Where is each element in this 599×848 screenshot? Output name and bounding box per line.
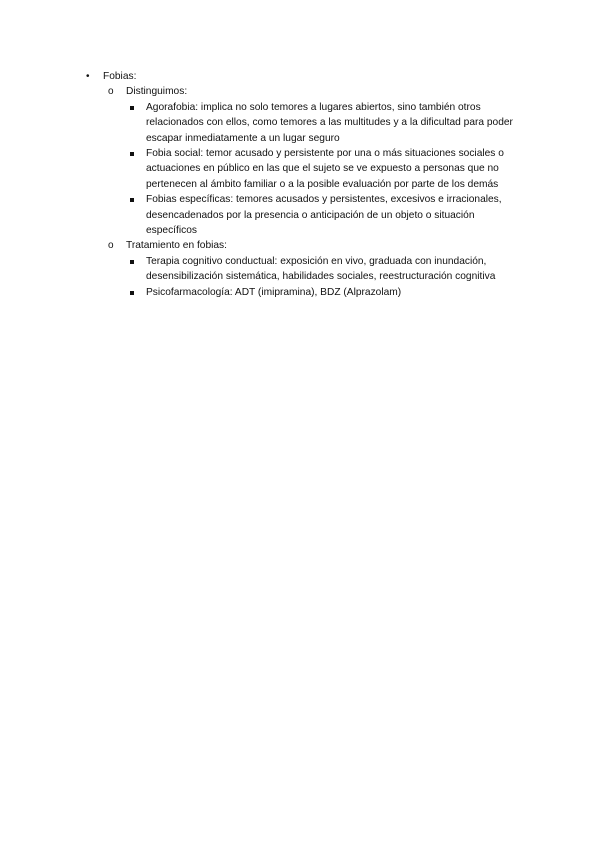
list-item-text: Fobias específicas: temores acusados y persistentes, excesivos e irracionales, desencadenados por la presencia o anticipación de un objeto o situación específicos bbox=[146, 194, 502, 237]
list-item-label: Distinguimos: bbox=[126, 86, 188, 98]
list-item-fobia-social bbox=[86, 146, 526, 192]
square-bullet-icon bbox=[130, 152, 134, 156]
circle-bullet-icon: o bbox=[108, 240, 114, 252]
list-item-terapia bbox=[86, 254, 526, 285]
list-item-agorafobia bbox=[86, 100, 526, 146]
list-item-distinguimos bbox=[86, 84, 526, 99]
list-item-text: Terapia cognitivo conductual: exposición en vivo, graduada con inundación, desensibilización sistemática, habilidades sociales, reestructuración cognitiva bbox=[146, 255, 496, 283]
square-bullet-icon bbox=[130, 260, 134, 264]
circle-bullet-icon: o bbox=[108, 86, 114, 98]
bullet-icon: • bbox=[86, 71, 90, 82]
square-bullet-icon bbox=[130, 291, 134, 295]
list-item-text: Fobia social: temor acusado y persistente por una o más situaciones sociales o actuaciones en público en las que el sujeto se ve expuesto a personas que no pertenecen al ámbito familiar o a la posible evaluación por parte de los demás bbox=[146, 148, 504, 190]
list-item-fobias-especificas bbox=[86, 192, 526, 238]
sublist-fobias bbox=[86, 84, 526, 300]
list-item-tratamiento bbox=[86, 238, 526, 253]
list-item-text: Psicofarmacología: ADT (imipramina), BDZ (Alprazolam) bbox=[146, 286, 402, 298]
list-item-label: Fobias: bbox=[103, 71, 137, 82]
list-item-text: Agorafobia: implica no solo temores a lugares abiertos, sino también otros relacionados con ellos, como temores a las multitudes y a la dificultad para poder escapar inmediatamente a un lugar seguro bbox=[146, 101, 513, 144]
square-bullet-icon bbox=[130, 106, 134, 110]
list-item-psicofarmacologia bbox=[86, 285, 526, 300]
square-bullet-icon bbox=[130, 198, 134, 202]
list-item-label: Tratamiento en fobias: bbox=[126, 240, 227, 252]
list-item-fobias bbox=[86, 69, 526, 84]
document-content bbox=[86, 69, 526, 300]
